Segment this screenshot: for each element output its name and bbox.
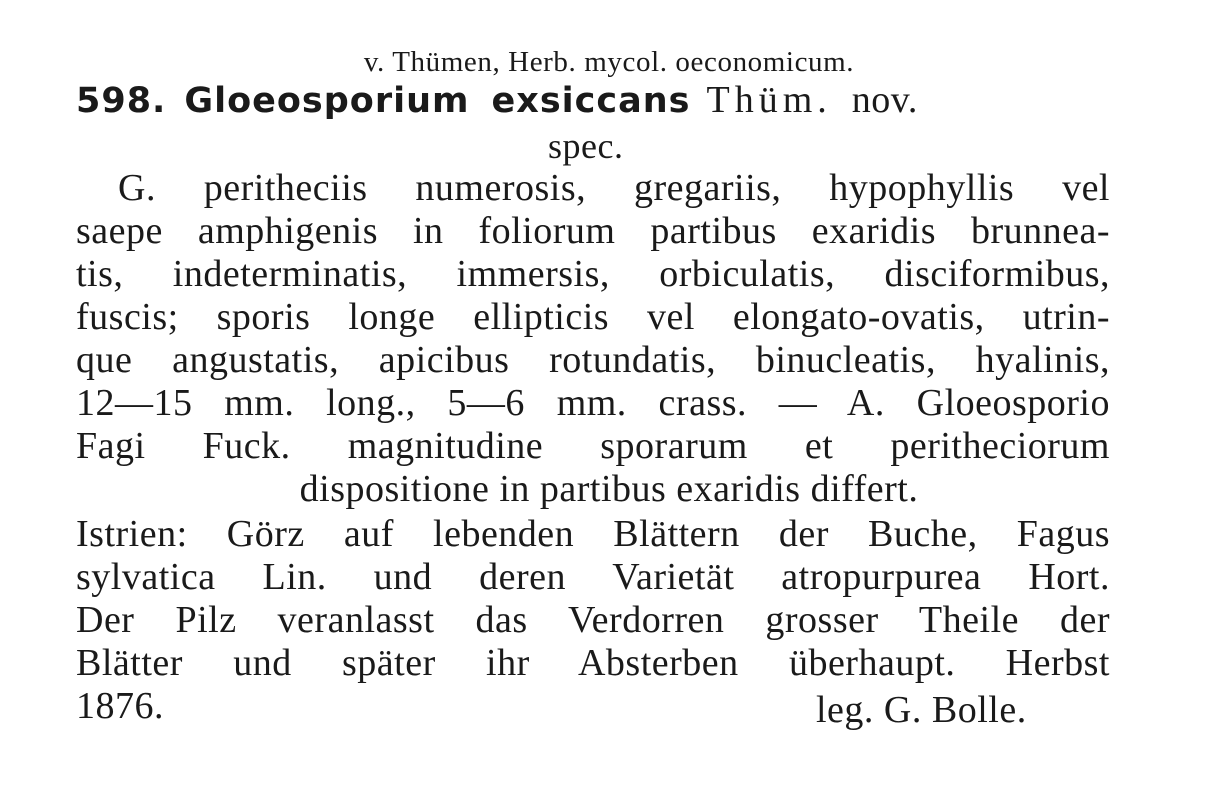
species-epithet: exsiccans (491, 81, 691, 121)
locality-line: Blätter und später ihr Absterben überhaupt. Herbst (76, 642, 1110, 684)
author-abbrev: Thüm. (706, 79, 832, 121)
collection-year: 1876. (76, 685, 164, 727)
description-line: que angustatis, apicibus rotundatis, binucleatis, hyalinis, (76, 339, 1110, 381)
description-line: Fagi Fuck. magnitudine sporarum et peritheciorum (76, 425, 1110, 467)
species-title (76, 78, 918, 123)
description-line: fuscis; sporis longe ellipticis vel elongato-ovatis, utrin- (76, 296, 1110, 338)
spec-label: spec. (548, 126, 624, 166)
locality-line: sylvatica Lin. und deren Varietät atropurpurea Hort. (76, 556, 1110, 598)
description-line: 12—15 mm. long., 5—6 mm. crass. — A. Gloeosporio (76, 382, 1110, 424)
locality-line: Istrien: Görz auf lebenden Blättern der Buche, Fagus (76, 513, 1110, 555)
description-line: G. peritheciis numerosis, gregariis, hypophyllis vel (118, 167, 1110, 209)
entry-number: 598. (76, 81, 167, 121)
nov-label: nov. (851, 79, 918, 121)
collection-header: v. Thümen, Herb. mycol. oeconomicum. (363, 46, 855, 78)
description-line: saepe amphigenis in foliorum partibus exaridis brunnea- (76, 210, 1110, 252)
description-line: dispositione in partibus exaridis differt. (299, 468, 919, 510)
genus-name: Gloeosporium (184, 81, 470, 121)
collector-credit: leg. G. Bolle. (816, 689, 1027, 731)
description-line: tis, indeterminatis, immersis, orbiculatis, disciformibus, (76, 253, 1110, 295)
locality-line: Der Pilz veranlasst das Verdorren grosser Theile der (76, 599, 1110, 641)
